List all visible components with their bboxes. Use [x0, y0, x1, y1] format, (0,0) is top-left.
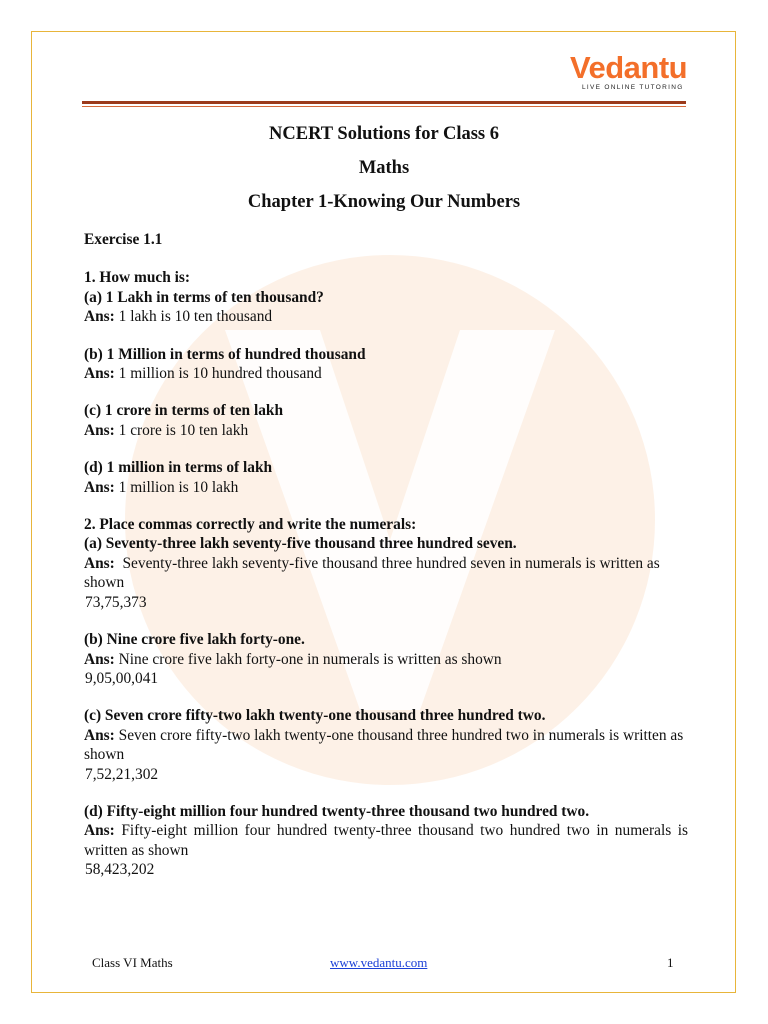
- footer-page-number: 1: [667, 955, 674, 970]
- ans-label: Ans:: [84, 421, 115, 439]
- q2b-question: (b) Nine crore five lakh forty-one.: [84, 631, 305, 649]
- logo-tagline: LIVE ONLINE TUTORING: [582, 84, 684, 91]
- q2d-question: (d) Fifty-eight million four hundred twenty-three thousand two hundred two.: [84, 802, 590, 820]
- exercise-content: [84, 230, 688, 880]
- ans-label: Ans:: [84, 478, 115, 496]
- chapter-title: Chapter 1-Knowing Our Numbers: [247, 192, 521, 212]
- ans-label: Ans:: [84, 554, 115, 572]
- q2a-answer: [84, 554, 688, 593]
- q1-heading: 1. How much is:: [84, 269, 191, 287]
- q1b-answer-text: 1 million is 10 hundred thousand: [118, 365, 322, 383]
- q2c-numeral: 7,52,21,302: [85, 765, 159, 783]
- doc-subject: Maths: [358, 158, 410, 178]
- q2a-question: (a) Seventy-three lakh seventy-five thousand three hundred seven.: [84, 535, 517, 553]
- q1d-answer: [84, 478, 688, 497]
- q2d-answer-text: Fifty-eight million four hundred twenty-three thousand two hundred two in numerals is written as shown: [84, 822, 689, 859]
- q1a-answer: [84, 307, 688, 326]
- vedantu-logo[interactable]: [570, 50, 695, 96]
- q2b-answer: [84, 650, 688, 669]
- footer-class-label: Class VI Maths: [92, 955, 173, 970]
- ans-label: Ans:: [84, 822, 115, 840]
- q2d-answer: [84, 821, 688, 860]
- ans-label: Ans:: [84, 365, 115, 383]
- q2a-answer-text: Seventy-three lakh seventy-five thousand three hundred seven in numerals is written as shown: [84, 554, 660, 592]
- q2b-answer-text: Nine crore five lakh forty-one in numerals is written as shown: [118, 650, 502, 668]
- q2-heading: 2. Place commas correctly and write the numerals:: [84, 516, 417, 534]
- exercise-heading: Exercise 1.1: [84, 231, 163, 248]
- header-rule: [82, 101, 686, 104]
- q1c-answer-text: 1 crore is 10 ten lakh: [118, 421, 249, 439]
- ans-label: Ans:: [84, 650, 115, 668]
- q1b-answer: [84, 364, 688, 383]
- q2c-answer: [84, 726, 688, 765]
- ans-label: Ans:: [84, 726, 115, 744]
- q2d-numeral: 58,423,202: [85, 861, 155, 879]
- ans-label: Ans:: [84, 308, 115, 326]
- q2a-numeral: 73,75,373: [85, 593, 147, 611]
- footer-website-link[interactable]: www.vedantu.com: [330, 955, 428, 970]
- q1b-question: (b) 1 Million in terms of hundred thousand: [84, 345, 366, 363]
- doc-title: NCERT Solutions for Class 6: [269, 124, 499, 144]
- q2b-numeral: 9,05,00,041: [85, 669, 159, 687]
- q2c-question: (c) Seven crore fifty-two lakh twenty-one thousand three hundred two.: [84, 707, 546, 725]
- q1a-answer-text: 1 lakh is 10 ten thousand: [118, 308, 273, 326]
- q2c-answer-text: Seven crore fifty-two lakh twenty-one thousand three hundred two in numerals is written as shown: [84, 726, 684, 764]
- q1c-answer: [84, 421, 688, 440]
- q1d-question: (d) 1 million in terms of lakh: [84, 459, 273, 477]
- q1d-answer-text: 1 million is 10 lakh: [118, 478, 239, 496]
- header-rule-thin: [82, 106, 686, 107]
- q1c-question: (c) 1 crore in terms of ten lakh: [84, 402, 284, 420]
- logo-wordmark: Vedantu: [570, 50, 688, 85]
- q1a-question: (a) 1 Lakh in terms of ten thousand?: [84, 288, 324, 306]
